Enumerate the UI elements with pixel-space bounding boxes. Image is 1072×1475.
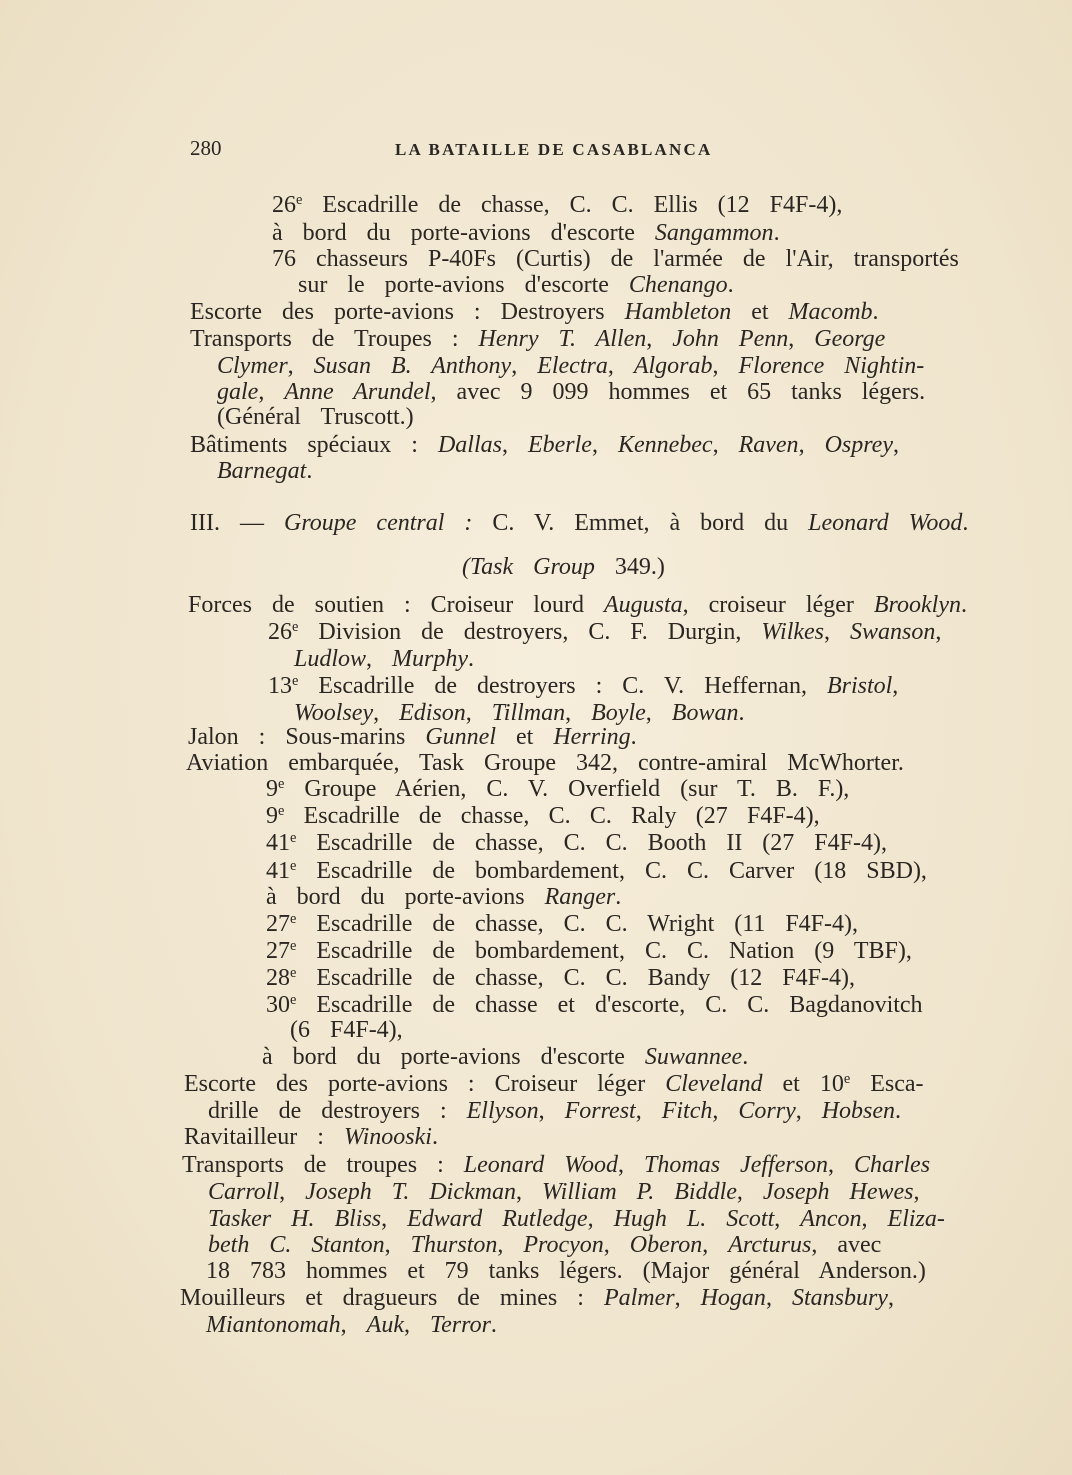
text-line: Ravitailleur : Winooski. (184, 1124, 438, 1150)
text-line: Bâtiments spéciaux : Dallas, Eberle, Kennebec, Raven, Osprey, (190, 432, 899, 458)
text-line: 41e Escadrille de bombardement, C. C. Carver (18 SBD), (266, 858, 927, 884)
text-line: à bord du porte-avions Ranger. (266, 884, 622, 910)
text-line: 13e Escadrille de destroyers : C. V. Heffernan, Bristol, (268, 673, 899, 699)
text-line: 26e Escadrille de chasse, C. C. Ellis (12 F4F-4), (272, 192, 843, 218)
text-line: Jalon : Sous-marins Gunnel et Herring. (188, 724, 637, 750)
text-line: Escorte des porte-avions : Destroyers Hambleton et Macomb. (190, 299, 879, 325)
text-line: Tasker H. Bliss, Edward Rutledge, Hugh L. Scott, Ancon, Eliza- (208, 1206, 945, 1232)
section-subheading: (Task Group 349.) (462, 554, 665, 580)
text-line: Mouilleurs et dragueurs de mines : Palmer, Hogan, Stansbury, (180, 1285, 894, 1311)
text-line: gale, Anne Arundel, avec 9 099 hommes et 65 tanks légers. (217, 379, 926, 405)
text-line: drille de destroyers : Ellyson, Forrest, Fitch, Corry, Hobsen. (208, 1098, 902, 1124)
text-line: 18 783 hommes et 79 tanks légers. (Major général Anderson.) (206, 1258, 926, 1284)
text-line: 28e Escadrille de chasse, C. C. Bandy (12 F4F-4), (266, 965, 855, 991)
text-line: sur le porte-avions d'escorte Chenango. (298, 272, 734, 298)
text-line: Aviation embarquée, Task Groupe 342, contre-amiral McWhorter. (186, 750, 904, 776)
text-line: 76 chasseurs P-40Fs (Curtis) de l'armée de l'Air, transportés (272, 246, 959, 272)
text-line: 27e Escadrille de chasse, C. C. Wright (11 F4F-4), (266, 911, 859, 937)
text-line: 9e Groupe Aérien, C. V. Overfield (sur T. B. F.), (266, 776, 850, 802)
text-line: 26e Division de destroyers, C. F. Durgin, Wilkes, Swanson, (268, 619, 942, 645)
text-line: Transports de Troupes : Henry T. Allen, John Penn, George (190, 326, 886, 352)
text-line: Escorte des porte-avions : Croiseur léger Cleveland et 10e Esca- (184, 1071, 924, 1097)
text-line: Miantonomah, Auk, Terror. (206, 1312, 497, 1338)
text-line: 30e Escadrille de chasse et d'escorte, C. C. Bagdanovitch (266, 992, 923, 1018)
text-line: Transports de troupes : Leonard Wood, Thomas Jefferson, Charles (182, 1152, 931, 1178)
text-line: Carroll, Joseph T. Dickman, William P. Biddle, Joseph Hewes, (208, 1179, 920, 1205)
section-heading: III. — Groupe central : C. V. Emmet, à bord du Leonard Wood. (190, 510, 969, 536)
text-line: Ludlow, Murphy. (294, 646, 475, 672)
page-number: 280 (190, 136, 222, 160)
text-line: à bord du porte-avions d'escorte Sangammon. (272, 220, 780, 246)
text-line: (6 F4F-4), (290, 1017, 403, 1043)
text-line: 9e Escadrille de chasse, C. C. Raly (27 F4F-4), (266, 803, 820, 829)
page-header (190, 136, 970, 166)
text-line: Woolsey, Edison, Tillman, Boyle, Bowan. (294, 700, 745, 726)
text-line: Barnegat. (217, 458, 313, 484)
text-line: 41e Escadrille de chasse, C. C. Booth II (27 F4F-4), (266, 830, 887, 856)
text-line: beth C. Stanton, Thurston, Procyon, Oberon, Arcturus, avec (208, 1232, 882, 1258)
text-line: 27e Escadrille de bombardement, C. C. Nation (9 TBF), (266, 938, 912, 964)
text-line: à bord du porte-avions d'escorte Suwannee. (262, 1044, 749, 1070)
text-line: Clymer, Susan B. Anthony, Electra, Algorab, Florence Nightin- (217, 353, 925, 379)
running-title: LA BATAILLE DE CASABLANCA (395, 140, 713, 159)
text-line: Forces de soutien : Croiseur lourd Augusta, croiseur léger Brooklyn. (188, 592, 967, 618)
text-line: (Général Truscott.) (217, 404, 414, 430)
